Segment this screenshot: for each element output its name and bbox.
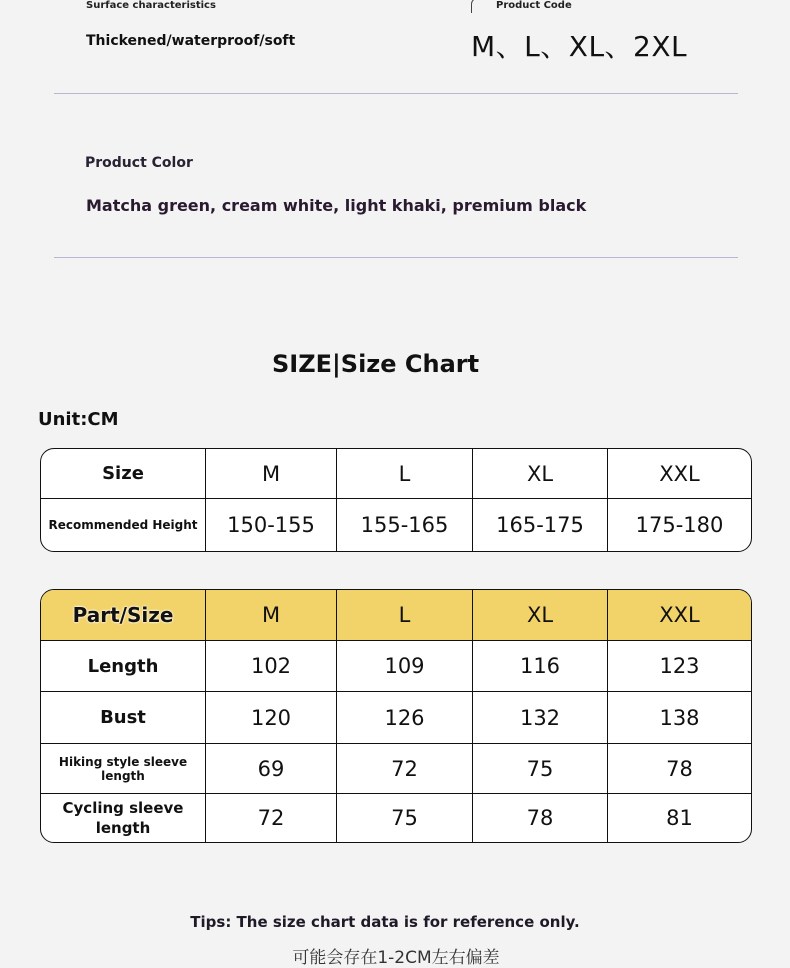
table-cell: 123 [608,641,751,692]
size-header: Size [41,449,206,499]
height-cell: 155-165 [337,499,473,551]
height-table [40,448,752,552]
table-row [41,794,751,842]
product-code-value: M、L、XL、2XL [471,30,688,63]
row-label-bust: Bust [41,692,206,744]
table-cell: 78 [473,794,608,842]
table-row [41,499,751,551]
size-col-xl: XL [473,449,608,499]
recommended-height-label: Recommended Height [41,499,206,551]
row-label-cycling-sleeve: Cycling sleeve length [41,794,206,842]
unit-label: Unit:CM [38,409,119,430]
table-cell: 138 [608,692,751,744]
tips-deviation-text: 可能会存在1-2CM左右偏差 [292,948,500,968]
size-col-l: L [337,449,473,499]
table-cell: 69 [206,744,337,794]
product-code-label: Product Code [496,0,572,11]
part-size-header: Part/Size [41,590,206,641]
product-color-value: Matcha green, cream white, light khaki, premium black [86,196,587,215]
size-col-m: M [206,449,337,499]
height-cell: 165-175 [473,499,608,551]
table-row [41,641,751,692]
size-col-xl: XL [473,590,608,641]
product-color-label: Product Color [85,155,193,171]
table-cell: 109 [337,641,473,692]
table-cell: 72 [337,744,473,794]
size-col-xxl: XXL [608,590,751,641]
table-cell: 72 [206,794,337,842]
surface-value: Thickened/waterproof/soft [86,33,296,49]
size-col-l: L [337,590,473,641]
tips-text: Tips: The size chart data is for reference only. [190,913,580,931]
table-cell: 132 [473,692,608,744]
divider [54,93,738,94]
size-col-xxl: XXL [608,449,751,499]
divider [54,257,738,258]
row-label-hiking-sleeve: Hiking style sleeve length [41,744,206,794]
measurement-table [40,589,752,843]
height-cell: 150-155 [206,499,337,551]
table-row [41,449,751,499]
size-col-m: M [206,590,337,641]
table-row [41,692,751,744]
table-cell: 81 [666,806,693,830]
table-cell: 126 [337,692,473,744]
table-cell: 75 [473,744,608,794]
surface-label: Surface characteristics [86,0,216,11]
height-cell: 175-180 [635,513,724,537]
table-cell: 102 [206,641,337,692]
table-cell: 78 [608,744,751,794]
table-row [41,744,751,794]
table-cell: 75 [337,794,473,842]
table-cell: 120 [206,692,337,744]
table-header-row [41,590,751,641]
table-cell: 116 [473,641,608,692]
size-chart-title: SIZE|Size Chart [272,350,480,378]
row-label-length: Length [41,641,206,692]
bracket-icon [471,0,482,13]
